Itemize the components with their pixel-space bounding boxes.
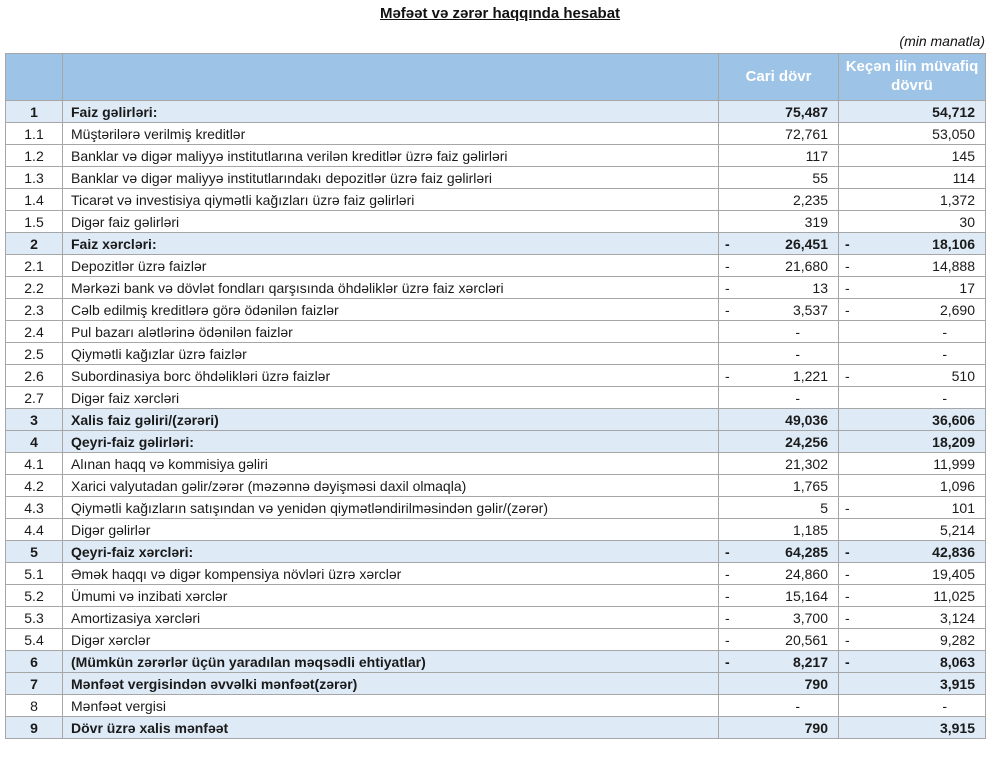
row-label: Amortizasiya xərcləri <box>63 607 719 629</box>
row-number: 2.2 <box>6 277 63 299</box>
negative-sign: - <box>845 609 850 626</box>
amount-text: 21,302 <box>785 455 828 472</box>
amount-text: 3,915 <box>939 719 975 736</box>
row-number: 1.5 <box>6 211 63 233</box>
value-cell-current <box>719 277 839 299</box>
amount-text: 24,256 <box>785 433 828 450</box>
negative-sign: - <box>845 235 850 252</box>
amount-text: 9,282 <box>939 631 975 648</box>
value-cell-previous <box>839 607 986 629</box>
row-number: 6 <box>6 651 63 673</box>
value-cell-previous <box>839 211 986 233</box>
table-row <box>6 585 986 607</box>
value-cell-previous <box>839 145 986 167</box>
value-cell-current <box>719 387 839 409</box>
amount-text: 1,372 <box>939 191 975 208</box>
row-label: Dövr üzrə xalis mənfəət <box>63 717 719 739</box>
header-cell-label <box>63 54 719 101</box>
amount-text: 319 <box>804 213 828 230</box>
amount-text: 1,221 <box>792 367 828 384</box>
value-cell-previous <box>839 409 986 431</box>
value-cell-current <box>719 321 839 343</box>
row-label: Qeyri-faiz gəlirləri: <box>63 431 719 453</box>
value-cell-previous <box>839 321 986 343</box>
amount-text: 145 <box>951 147 975 164</box>
amount-text: 49,036 <box>785 411 828 428</box>
negative-sign: - <box>845 653 850 670</box>
row-label: Banklar və digər maliyyə institutlarındakı depozitlər üzrə faiz gəlirləri <box>63 167 719 189</box>
amount-text: 117 <box>805 147 828 164</box>
amount-text: 510 <box>951 367 975 384</box>
amount-text: 72,761 <box>785 125 828 142</box>
value-cell-current <box>719 409 839 431</box>
row-label: Müştərilərə verilmiş kreditlər <box>63 123 719 145</box>
negative-sign: - <box>845 257 850 274</box>
table-header <box>6 54 986 101</box>
value-cell-current <box>719 629 839 651</box>
value-cell-previous <box>839 123 986 145</box>
amount-text: 2,235 <box>792 191 828 208</box>
value-cell-current <box>719 299 839 321</box>
value-cell-previous <box>839 167 986 189</box>
table-row <box>6 475 986 497</box>
row-number: 7 <box>6 673 63 695</box>
row-number: 5.3 <box>6 607 63 629</box>
value-cell-previous <box>839 497 986 519</box>
row-number: 1.4 <box>6 189 63 211</box>
table-row <box>6 233 986 255</box>
negative-sign: - <box>725 653 730 670</box>
amount-text: 54,712 <box>932 103 975 120</box>
value-cell-previous <box>839 651 986 673</box>
value-cell-current <box>719 233 839 255</box>
negative-sign: - <box>845 301 850 318</box>
value-cell-previous <box>839 277 986 299</box>
row-number: 4.1 <box>6 453 63 475</box>
row-number: 5.1 <box>6 563 63 585</box>
row-label: Qiymətli kağızların satışından və yenidən qiymətləndirilməsindən gəlir/(zərər) <box>63 497 719 519</box>
value-cell-previous <box>839 563 986 585</box>
value-cell-previous <box>839 695 986 717</box>
amount-text: 5,214 <box>939 521 975 538</box>
table-row <box>6 321 986 343</box>
row-label: Faiz xərcləri: <box>63 233 719 255</box>
amount-text: 55 <box>812 169 828 186</box>
amount-text: 3,700 <box>792 609 828 626</box>
amount-text: 1,096 <box>939 477 975 494</box>
row-label: Banklar və digər maliyyə institutlarına verilən kreditlər üzrə faiz gəlirləri <box>63 145 719 167</box>
value-cell-current <box>719 475 839 497</box>
value-cell-current <box>719 541 839 563</box>
value-cell-previous <box>839 365 986 387</box>
table-row <box>6 145 986 167</box>
row-label: Qiymətli kağızlar üzrə faizlər <box>63 343 719 365</box>
table-row <box>6 343 986 365</box>
table-row <box>6 607 986 629</box>
value-cell-current <box>719 497 839 519</box>
page-title: Məfəət və zərər haqqında hesabat <box>379 5 621 22</box>
row-number: 2 <box>6 233 63 255</box>
amount-text: 3,915 <box>939 675 975 692</box>
amount-text: - <box>942 697 947 714</box>
amount-text: 2,690 <box>939 301 975 318</box>
amount-text: 11,999 <box>933 455 975 472</box>
table-row <box>6 519 986 541</box>
value-cell-current <box>719 607 839 629</box>
header-cell-number <box>6 54 63 101</box>
amount-text: 20,561 <box>785 631 828 648</box>
table-row <box>6 211 986 233</box>
amount-text: 64,285 <box>785 543 828 560</box>
row-label: Xarici valyutadan gəlir/zərər (məzənnə dəyişməsi daxil olmaqla) <box>63 475 719 497</box>
row-number: 5.2 <box>6 585 63 607</box>
row-number: 5.4 <box>6 629 63 651</box>
row-label: Mərkəzi bank və dövlət fondları qarşısında öhdəliklər üzrə faiz xərcləri <box>63 277 719 299</box>
amount-text: - <box>795 697 800 714</box>
value-cell-previous <box>839 541 986 563</box>
amount-text: 24,860 <box>785 565 828 582</box>
row-label: Digər faiz gəlirləri <box>63 211 719 233</box>
value-cell-previous <box>839 475 986 497</box>
value-cell-current <box>719 563 839 585</box>
amount-text: 3,124 <box>939 609 975 626</box>
table-row <box>6 673 986 695</box>
negative-sign: - <box>725 235 730 252</box>
amount-text: 790 <box>804 719 828 736</box>
amount-text: 11,025 <box>933 587 975 604</box>
value-cell-current <box>719 167 839 189</box>
value-cell-current <box>719 365 839 387</box>
amount-text: 1,185 <box>792 521 828 538</box>
value-cell-previous <box>839 101 986 123</box>
amount-text: 15,164 <box>785 587 828 604</box>
value-cell-current <box>719 255 839 277</box>
row-label: Faiz gəlirləri: <box>63 101 719 123</box>
amount-text: - <box>942 345 947 362</box>
row-number: 1.3 <box>6 167 63 189</box>
value-cell-current <box>719 585 839 607</box>
table-row <box>6 541 986 563</box>
amount-text: 5 <box>820 499 828 516</box>
negative-sign: - <box>845 367 850 384</box>
value-cell-previous <box>839 629 986 651</box>
row-number: 1.1 <box>6 123 63 145</box>
value-cell-previous <box>839 673 986 695</box>
negative-sign: - <box>725 301 730 318</box>
negative-sign: - <box>725 543 730 560</box>
value-cell-previous <box>839 717 986 739</box>
amount-text: 114 <box>952 169 975 186</box>
table-body <box>6 101 986 739</box>
row-number: 2.3 <box>6 299 63 321</box>
amount-text: 18,209 <box>932 433 975 450</box>
value-cell-current <box>719 519 839 541</box>
value-cell-previous <box>839 299 986 321</box>
row-number: 4.3 <box>6 497 63 519</box>
value-cell-current <box>719 145 839 167</box>
value-cell-current <box>719 101 839 123</box>
income-statement-table <box>5 53 986 739</box>
negative-sign: - <box>725 279 730 296</box>
amount-text: 75,487 <box>785 103 828 120</box>
row-number: 8 <box>6 695 63 717</box>
value-cell-previous <box>839 343 986 365</box>
header-cell-previous-period: Keçən ilin müvafiq dövrü <box>839 54 986 101</box>
table-row <box>6 497 986 519</box>
amount-text: - <box>795 389 800 406</box>
amount-text: 1,765 <box>792 477 828 494</box>
value-cell-previous <box>839 387 986 409</box>
negative-sign: - <box>845 565 850 582</box>
table-row <box>6 299 986 321</box>
table-row <box>6 189 986 211</box>
header-cell-current-period: Cari dövr <box>719 54 839 101</box>
table-row <box>6 629 986 651</box>
negative-sign: - <box>725 631 730 648</box>
amount-text: - <box>942 389 947 406</box>
amount-text: 18,106 <box>932 235 975 252</box>
amount-text: 19,405 <box>932 565 975 582</box>
value-cell-previous <box>839 233 986 255</box>
amount-text: - <box>795 323 800 340</box>
row-number: 4.4 <box>6 519 63 541</box>
negative-sign: - <box>725 587 730 604</box>
row-label: Xalis faiz gəliri/(zərəri) <box>63 409 719 431</box>
row-number: 2.7 <box>6 387 63 409</box>
row-number: 5 <box>6 541 63 563</box>
amount-text: 8,063 <box>939 653 975 670</box>
table-row <box>6 123 986 145</box>
value-cell-current <box>719 431 839 453</box>
row-number: 2.6 <box>6 365 63 387</box>
row-label: (Mümkün zərərlər üçün yaradılan məqsədli ehtiyatlar) <box>63 651 719 673</box>
table-row <box>6 387 986 409</box>
row-number: 1.2 <box>6 145 63 167</box>
value-cell-current <box>719 211 839 233</box>
table-row <box>6 101 986 123</box>
table-row <box>6 563 986 585</box>
value-cell-current <box>719 673 839 695</box>
value-cell-previous <box>839 255 986 277</box>
negative-sign: - <box>725 609 730 626</box>
table-row <box>6 717 986 739</box>
unit-note: (min manatla) <box>899 33 985 49</box>
row-label: Digər xərclər <box>63 629 719 651</box>
row-label: Depozitlər üzrə faizlər <box>63 255 719 277</box>
negative-sign: - <box>845 543 850 560</box>
row-number: 4.2 <box>6 475 63 497</box>
amount-text: - <box>942 323 947 340</box>
amount-text: 790 <box>804 675 828 692</box>
value-cell-previous <box>839 431 986 453</box>
table-row <box>6 409 986 431</box>
amount-text: 30 <box>959 213 975 230</box>
row-label: Əmək haqqı və digər kompensiya növləri üzrə xərclər <box>63 563 719 585</box>
row-number: 9 <box>6 717 63 739</box>
row-label: Pul bazarı alətlərinə ödənilən faizlər <box>63 321 719 343</box>
amount-text: 13 <box>812 279 828 296</box>
negative-sign: - <box>845 279 850 296</box>
table-row <box>6 453 986 475</box>
amount-text: - <box>795 345 800 362</box>
table-row <box>6 651 986 673</box>
row-label: Ümumi və inzibati xərclər <box>63 585 719 607</box>
row-number: 2.4 <box>6 321 63 343</box>
value-cell-previous <box>839 585 986 607</box>
amount-text: 53,050 <box>932 125 975 142</box>
value-cell-current <box>719 123 839 145</box>
value-cell-previous <box>839 519 986 541</box>
row-label: Qeyri-faiz xərcləri: <box>63 541 719 563</box>
amount-text: 8,217 <box>792 653 828 670</box>
negative-sign: - <box>845 631 850 648</box>
table-row <box>6 167 986 189</box>
negative-sign: - <box>845 587 850 604</box>
row-number: 3 <box>6 409 63 431</box>
negative-sign: - <box>845 499 850 516</box>
row-number: 2.5 <box>6 343 63 365</box>
table-row <box>6 695 986 717</box>
negative-sign: - <box>725 367 730 384</box>
table-row <box>6 277 986 299</box>
table-row <box>6 255 986 277</box>
value-cell-current <box>719 695 839 717</box>
row-label: Subordinasiya borc öhdəlikləri üzrə faizlər <box>63 365 719 387</box>
amount-text: 21,680 <box>785 257 828 274</box>
row-number: 4 <box>6 431 63 453</box>
value-cell-current <box>719 189 839 211</box>
value-cell-current <box>719 651 839 673</box>
amount-text: 36,606 <box>932 411 975 428</box>
amount-text: 42,836 <box>932 543 975 560</box>
amount-text: 17 <box>959 279 975 296</box>
amount-text: 3,537 <box>792 301 828 318</box>
negative-sign: - <box>725 565 730 582</box>
amount-text: 26,451 <box>785 235 828 252</box>
row-label: Mənfəət vergisindən əvvəlki mənfəət(zərər) <box>63 673 719 695</box>
row-label: Digər gəlirlər <box>63 519 719 541</box>
row-number: 1 <box>6 101 63 123</box>
row-number: 2.1 <box>6 255 63 277</box>
amount-text: 101 <box>951 499 975 516</box>
table-row <box>6 431 986 453</box>
table-row <box>6 365 986 387</box>
value-cell-current <box>719 453 839 475</box>
value-cell-previous <box>839 453 986 475</box>
value-cell-previous <box>839 189 986 211</box>
row-label: Alınan haqq və kommisiya gəliri <box>63 453 719 475</box>
row-label: Digər faiz xərcləri <box>63 387 719 409</box>
value-cell-current <box>719 343 839 365</box>
row-label: Mənfəət vergisi <box>63 695 719 717</box>
row-label: Ticarət və investisiya qiymətli kağızları üzrə faiz gəlirləri <box>63 189 719 211</box>
negative-sign: - <box>725 257 730 274</box>
row-label: Cəlb edilmiş kreditlərə görə ödənilən faizlər <box>63 299 719 321</box>
amount-text: 14,888 <box>932 257 975 274</box>
value-cell-current <box>719 717 839 739</box>
